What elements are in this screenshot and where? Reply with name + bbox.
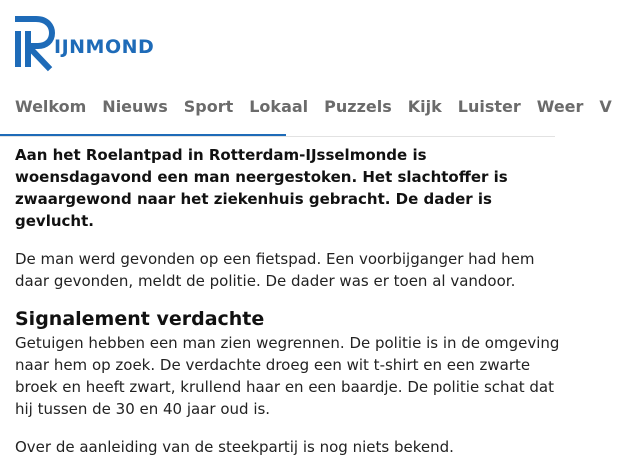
article-lead: Aan het Roelantpad in Rotterdam-IJsselmonde is woensdagavond een man neergestoken. Het slachtoffer is zwaargewond naar het ziekenhuis gebracht. De dader is gevlucht.	[15, 146, 508, 230]
nav-active-indicator	[0, 134, 286, 136]
nav-item-lokaal[interactable]: Lokaal	[249, 97, 309, 116]
article-subheading: Signalement verdachte	[15, 308, 265, 330]
nav-item-sport[interactable]: Sport	[183, 97, 234, 116]
rijnmond-logo-icon	[14, 15, 58, 69]
site-logo[interactable]	[14, 15, 58, 69]
article-body	[15, 144, 560, 472]
nav-item-kijk[interactable]: Kijk	[407, 97, 442, 116]
article-paragraph: De man werd gevonden op een fietspad. Een voorbijganger had hem daar gevonden, meldt de politie. De dader was er toen al vandoor.	[15, 250, 535, 290]
nav-list	[15, 97, 628, 117]
site-logo-text: IJNMOND	[54, 36, 155, 58]
nav-item-nieuws[interactable]: Nieuws	[102, 97, 168, 116]
nav-item-puzzels[interactable]: Puzzels	[324, 97, 392, 116]
article-paragraph: Over de aanleiding van de steekpartij is nog niets bekend.	[15, 438, 454, 456]
main-navigation	[0, 82, 612, 137]
nav-item-truncated[interactable]: V	[599, 97, 612, 116]
article-paragraph: Getuigen hebben een man zien wegrennen. De politie is in de omgeving naar hem op zoek. De verdachte droeg een wit t-shirt en een zwarte broek en heeft zwart, krullend haar en een baardje. De politie schat dat hij tussen de 30 en 40 jaar oud is.	[15, 334, 560, 418]
nav-item-weer[interactable]: Weer	[536, 97, 584, 116]
nav-item-welkom[interactable]: Welkom	[15, 97, 87, 116]
site-header	[0, 0, 555, 82]
nav-item-luister[interactable]: Luister	[457, 97, 521, 116]
